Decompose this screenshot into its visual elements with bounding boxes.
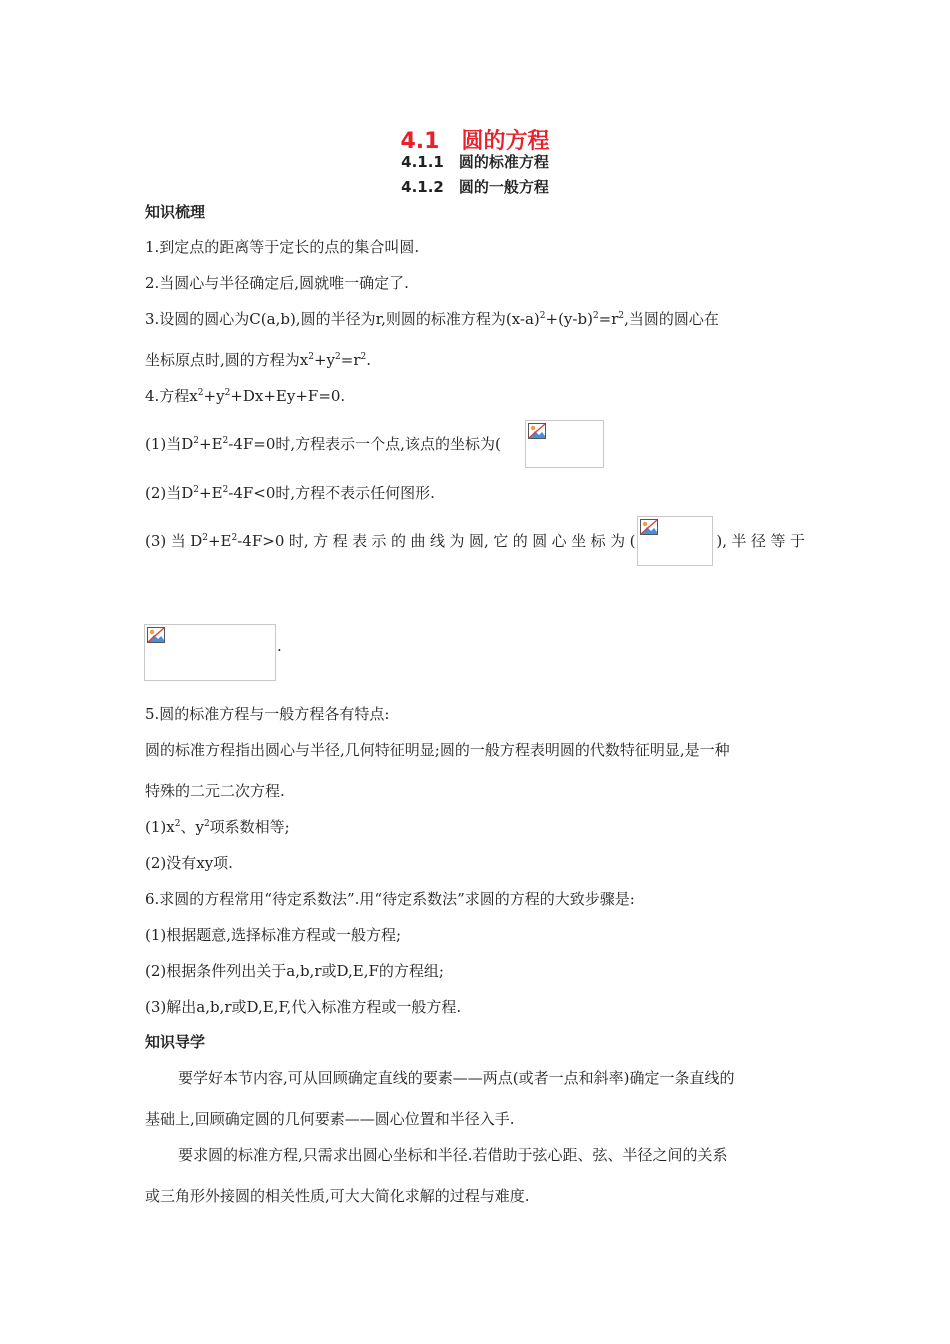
- section-heading-guide: 知识导学: [145, 1033, 206, 1051]
- guide-paragraph-1-line-1: 要学好本节内容,可从回顾确定直线的要素——两点(或者一点和斜率)确定一条直线的: [178, 1069, 735, 1087]
- paragraph-5: 5.圆的标准方程与一般方程各有特点:: [145, 705, 390, 723]
- paragraph-1: 1.到定点的距离等于定长的点的集合叫圆.: [145, 238, 420, 256]
- formula-image-point: [525, 420, 604, 468]
- paragraph-6-step-1: (1)根据题意,选择标准方程或一般方程;: [145, 926, 402, 944]
- paragraph-5-point-1: $(1)x^2$、$y^2$项系数相等;: [145, 818, 290, 836]
- formula-image-center: [637, 516, 713, 566]
- guide-paragraph-2-line-2: 或三角形外接圆的相关性质,可大大简化求解的过程与难度.: [145, 1187, 530, 1205]
- subtitle-2: 4.1.2 圆的一般方程: [401, 178, 549, 196]
- paragraph-5-text-1: 圆的标准方程指出圆心与半径,几何特征明显;圆的一般方程表明圆的代数特征明显,是一种: [145, 741, 730, 759]
- guide-paragraph-2-line-1: 要求圆的标准方程,只需求出圆心坐标和半径.若借助于弦心距、弦、半径之间的关系: [178, 1146, 728, 1164]
- paragraph-4: 4.方程$x^2+y^2+Dx+Ey+F=0$.: [145, 387, 346, 405]
- paragraph-3-line-1: 3.设圆的圆心为C(a,b),圆的半径为r,则圆的标准方程为$(x-a)^2+(y-b)^2=r^2$,当圆的圆心在: [145, 310, 719, 328]
- case-2: (2)当$D^2+E^2-4F<0$时,方程不表示任何图形.: [145, 484, 435, 502]
- paragraph-6-step-3: (3)解出a,b,r或D,E,F,代入标准方程或一般方程.: [145, 998, 462, 1016]
- guide-paragraph-1-line-2: 基础上,回顾确定圆的几何要素——圆心位置和半径入手.: [145, 1110, 515, 1128]
- subtitle-1: 4.1.1 圆的标准方程: [401, 153, 549, 171]
- broken-image-icon: [147, 627, 165, 643]
- paragraph-6-step-2: (2)根据条件列出关于a,b,r或D,E,F的方程组;: [145, 962, 444, 980]
- case-1: (1)当$D^2+E^2-4F=0$时,方程表示一个点,该点的坐标为(: [145, 435, 501, 453]
- page-title: 4.1 圆的方程: [400, 129, 550, 154]
- paragraph-3-line-2: 坐标原点时,圆的方程为$x^2+y^2=r^2$.: [145, 351, 372, 369]
- paragraph-5-point-2: (2)没有xy项.: [145, 854, 233, 872]
- case-3-end: .: [277, 637, 282, 655]
- paragraph-6: 6.求圆的方程常用“待定系数法”.用“待定系数法”求圆的方程的大致步骤是:: [145, 890, 635, 908]
- paragraph-2: 2.当圆心与半径确定后,圆就唯一确定了.: [145, 274, 409, 292]
- section-heading-summary: 知识梳理: [145, 203, 206, 221]
- broken-image-icon: [528, 423, 546, 439]
- broken-image-icon: [640, 519, 658, 535]
- formula-image-radius: [144, 624, 276, 681]
- case-3-line: (3) 当 $D^2+E^2-4F>0$ 时, 方 程 表 示 的 曲 线 为 圆, 它 的 圆 心 坐 标 为 ( ), 半 径 等 于: [145, 532, 805, 550]
- paragraph-5-text-2: 特殊的二元二次方程.: [145, 782, 285, 800]
